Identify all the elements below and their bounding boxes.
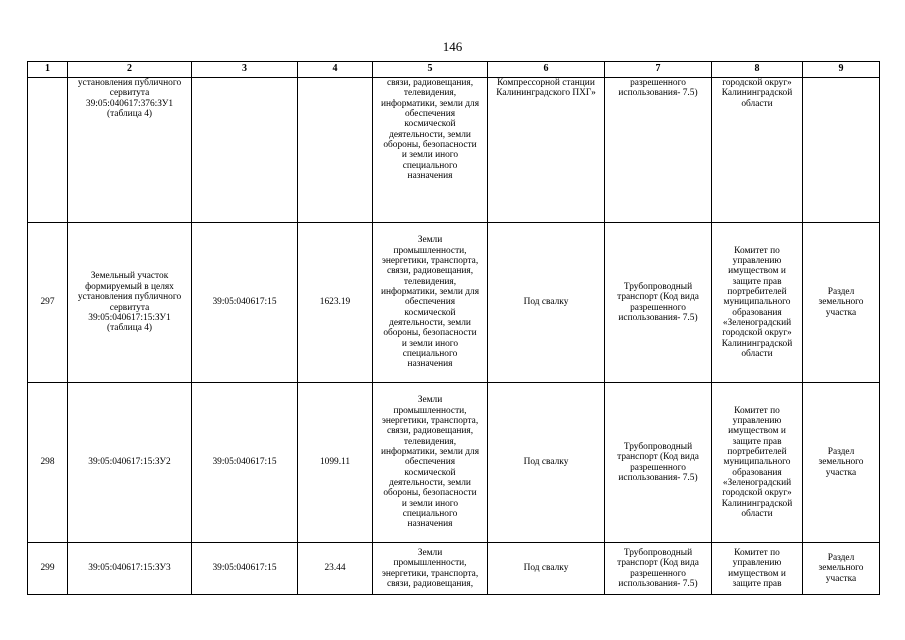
cell-use (605, 78, 712, 223)
header-col-8: 8 (712, 62, 803, 78)
cell-name (68, 383, 192, 543)
cell-category (373, 223, 488, 383)
cell-category-text: связи, радиовещания, телевидения, информатики, земли для обеспечения космической деятельности, земли обороны, безопасности и земли иного специального назначения (380, 78, 480, 182)
cell-purpose (488, 78, 605, 223)
cell-use-text: Трубопроводный транспорт (Код вида разрешенного использования- 7.5) (617, 441, 699, 483)
cell-category (373, 543, 488, 595)
cell-num: 298 (28, 383, 68, 543)
cell-num: 299 (28, 543, 68, 595)
page-number: 146 (442, 39, 463, 54)
header-col-7: 7 (605, 62, 712, 78)
cell-cadastral: 39:05:040617:15 (192, 223, 298, 383)
cell-note (803, 223, 880, 383)
cell-owner-text: Комитет по управлению имуществом и защите прав портребителей муниципального образования «Зеленоградский городской округ» Калининградской области (721, 245, 793, 360)
cell-category (373, 383, 488, 543)
cell-note-text: Раздел земельного участка (818, 446, 864, 478)
cell-purpose: Под свалку (488, 223, 605, 383)
header-col-4: 4 (298, 62, 373, 78)
cell-area: 23.44 (298, 543, 373, 595)
header-col-6: 6 (488, 62, 605, 78)
cell-owner (712, 383, 803, 543)
cell-category-text: Земли промышленности, энергетики, транспорта, связи, радиовещания, телевидения, информатики, земли для обеспечения космической деятельности, земли обороны, безопасности и земли иного специального назначения (380, 395, 480, 530)
table-row-299 (28, 543, 880, 595)
header-row (28, 62, 880, 78)
table-row-297 (28, 223, 880, 383)
table-row-continuation (28, 78, 880, 223)
cell-name (68, 543, 192, 595)
cell-use-text: Трубопроводный транспорт (Код вида разрешенного использования- 7.5) (617, 281, 699, 323)
cell-name-text: Земельный участок формируемый в целях установления публичного сервитута 39:05:040617:15:ЗУ1 (таблица 4) (77, 271, 182, 334)
cell-purpose: Под свалку (488, 383, 605, 543)
cell-num (28, 78, 68, 223)
cell-note (803, 78, 880, 223)
cell-use (605, 543, 712, 595)
cell-cadastral: 39:05:040617:15 (192, 383, 298, 543)
cell-area: 1623.19 (298, 223, 373, 383)
header-col-3: 3 (192, 62, 298, 78)
cell-owner (712, 223, 803, 383)
header-col-9: 9 (803, 62, 880, 78)
cell-name-text: 39:05:040617:15:ЗУ2 (88, 457, 171, 468)
cell-name-text: установления публичного сервитута 39:05:040617:376:ЗУ1 (таблица 4) (77, 78, 182, 120)
cell-category (373, 78, 488, 223)
cell-use-text: Трубопроводный транспорт (Код вида разрешенного использования- 7.5) (617, 547, 699, 589)
cell-num: 297 (28, 223, 68, 383)
table-row-298 (28, 383, 880, 543)
cell-cadastral (192, 78, 298, 223)
cell-use-text: разрешенного использования- 7.5) (618, 78, 698, 99)
cell-note-text: Раздел земельного участка (818, 286, 864, 318)
cell-purpose: Под свалку (488, 543, 605, 595)
header-col-1: 1 (28, 62, 68, 78)
cell-use (605, 383, 712, 543)
header-col-5: 5 (373, 62, 488, 78)
land-plots-table (27, 61, 880, 595)
cell-area: 1099.11 (298, 383, 373, 543)
cell-owner-text: Комитет по управлению имуществом и защите прав (728, 547, 786, 589)
cell-note-text: Раздел земельного участка (818, 552, 864, 584)
cell-area (298, 78, 373, 223)
cell-owner-text: Комитет по управлению имуществом и защите прав портребителей муниципального образования «Зеленоградский городской округ» Калининградской области (721, 405, 793, 520)
cell-use (605, 223, 712, 383)
cell-category-text: Земли промышленности, энергетики, транспорта, связи, радиовещания, телевидения, информатики, земли для обеспечения космической деятельности, земли обороны, безопасности и земли иного специального назначения (380, 235, 480, 370)
cell-owner (712, 543, 803, 595)
cell-purpose-text: Компрессорной станции Калининградского ПХГ» (496, 78, 596, 99)
cell-cadastral: 39:05:040617:15 (192, 543, 298, 595)
cell-name-text: 39:05:040617:15:ЗУ3 (88, 563, 171, 574)
header-col-2: 2 (68, 62, 192, 78)
cell-name (68, 78, 192, 223)
cell-owner (712, 78, 803, 223)
cell-name (68, 223, 192, 383)
cell-category-text: Земли промышленности, энергетики, транспорта, связи, радиовещания, (381, 547, 479, 589)
cell-owner-text: городской округ» Калининградской области (721, 78, 793, 109)
cell-note (803, 383, 880, 543)
cell-note (803, 543, 880, 595)
